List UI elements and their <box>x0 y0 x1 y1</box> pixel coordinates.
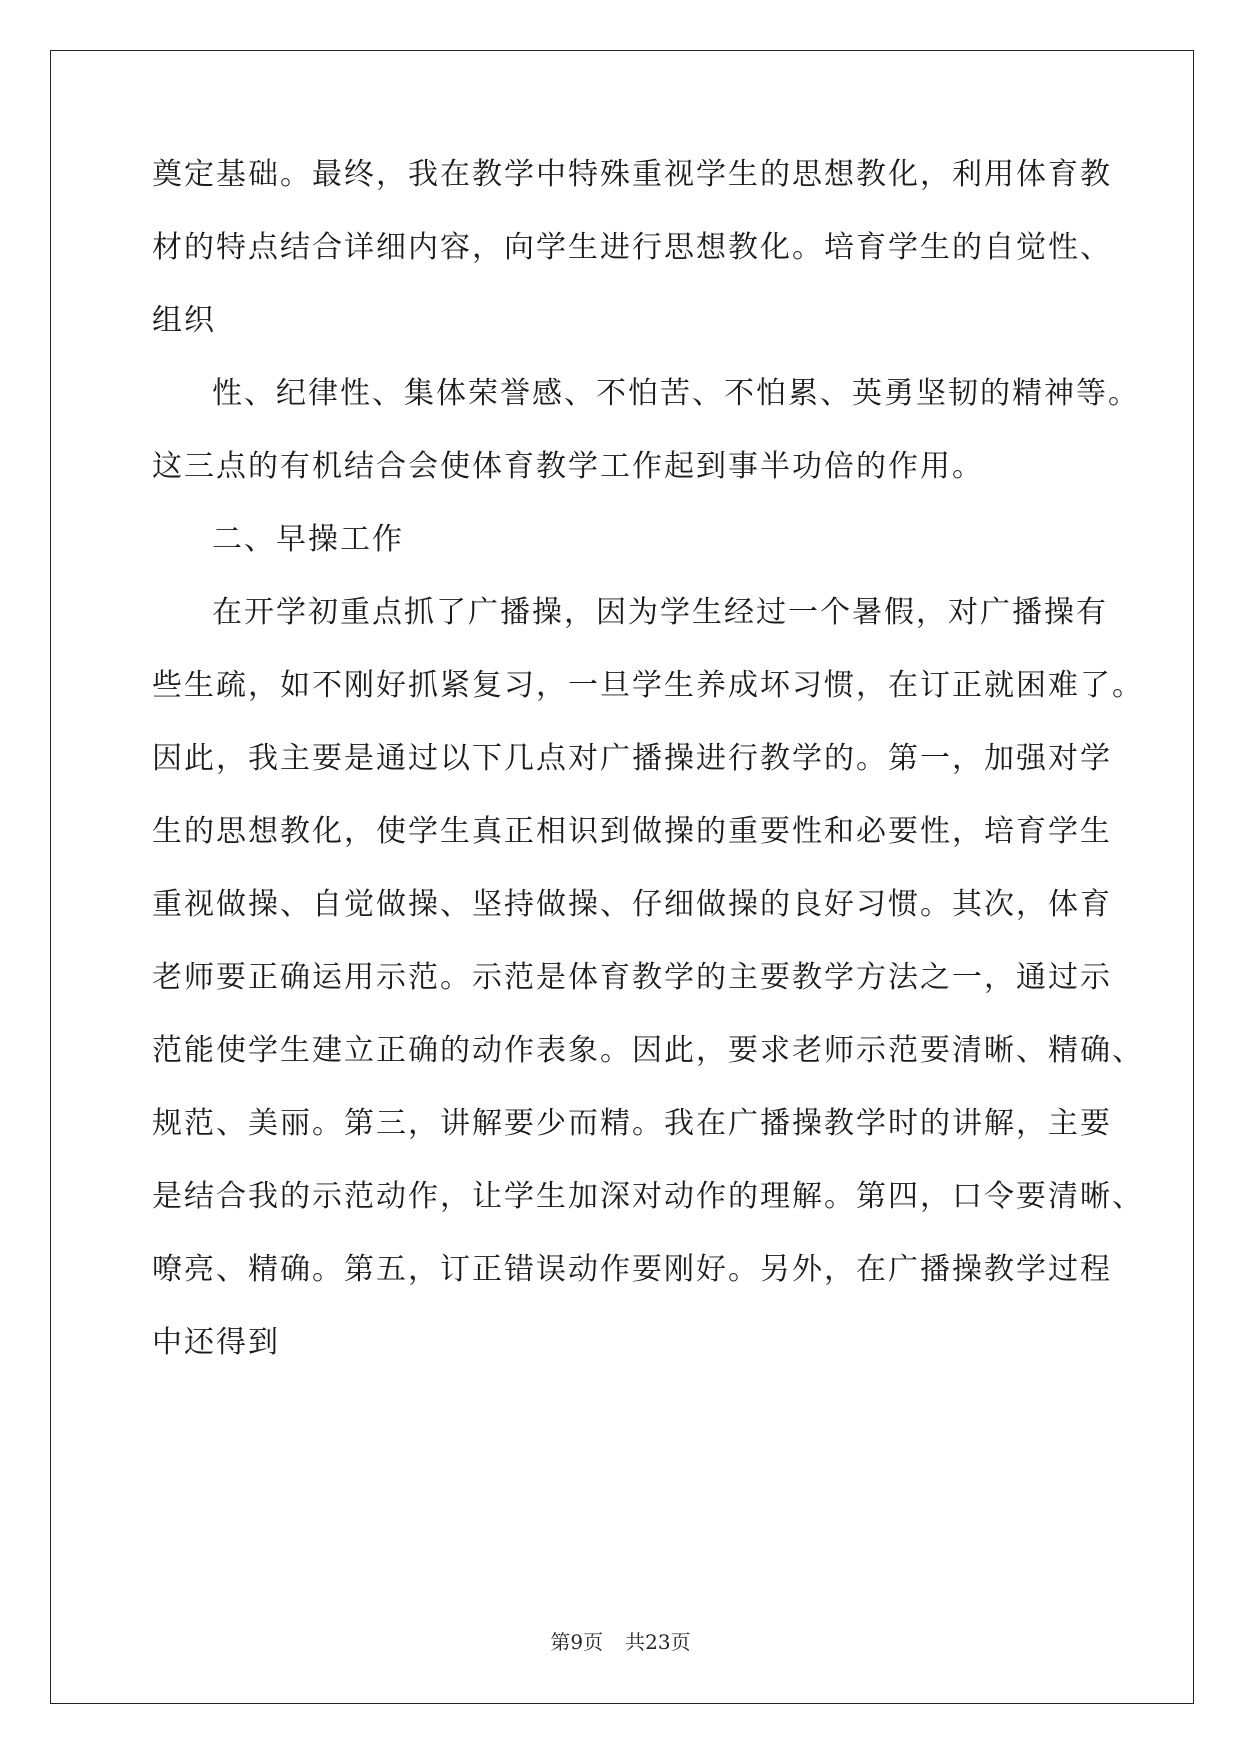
page-number: 第9页 <box>550 1630 604 1654</box>
page-total: 共23页 <box>625 1630 691 1654</box>
text-line: 这三点的有机结合会使体育教学工作起到事半功倍的作用。 <box>152 449 984 484</box>
text-line: 范能使学生建立正确的动作表象。因此，要求老师示范要清晰、精确、 <box>152 1033 1144 1068</box>
text-line: 是结合我的示范动作，让学生加深对动作的理解。第四，口令要清晰、 <box>152 1179 1144 1214</box>
text-line: 重视做操、自觉做操、坚持做操、仔细做操的良好习惯。其次，体育 <box>152 887 1112 922</box>
text-line: 些生疏，如不刚好抓紧复习，一旦学生养成坏习惯，在订正就困难了。 <box>152 668 1144 703</box>
text-line: 因此，我主要是通过以下几点对广播操进行教学的。第一，加强对学 <box>152 741 1112 776</box>
text-line: 二、早操工作 <box>212 522 404 557</box>
text-line: 在开学初重点抓了广播操，因为学生经过一个暑假，对广播操有 <box>212 595 1108 630</box>
text-line: 材的特点结合详细内容，向学生进行思想教化。培育学生的自觉性、 <box>152 230 1112 265</box>
text-line: 生的思想教化，使学生真正相识到做操的重要性和必要性，培育学生 <box>152 814 1112 849</box>
text-line: 老师要正确运用示范。示范是体育教学的主要教学方法之一，通过示 <box>152 960 1112 995</box>
text-line: 性、纪律性、集体荣誉感、不怕苦、不怕累、英勇坚韧的精神等。 <box>212 376 1140 411</box>
text-line: 中还得到 <box>152 1325 280 1360</box>
text-line: 奠定基础。最终，我在教学中特殊重视学生的思想教化，利用体育教 <box>152 157 1112 192</box>
text-line: 规范、美丽。第三，讲解要少而精。我在广播操教学时的讲解，主要 <box>152 1106 1112 1141</box>
page-border <box>50 50 1194 1704</box>
page-footer <box>0 1630 1241 1654</box>
text-line: 组织 <box>152 303 216 338</box>
text-line: 嘹亮、精确。第五，订正错误动作要刚好。另外，在广播操教学过程 <box>152 1252 1112 1287</box>
